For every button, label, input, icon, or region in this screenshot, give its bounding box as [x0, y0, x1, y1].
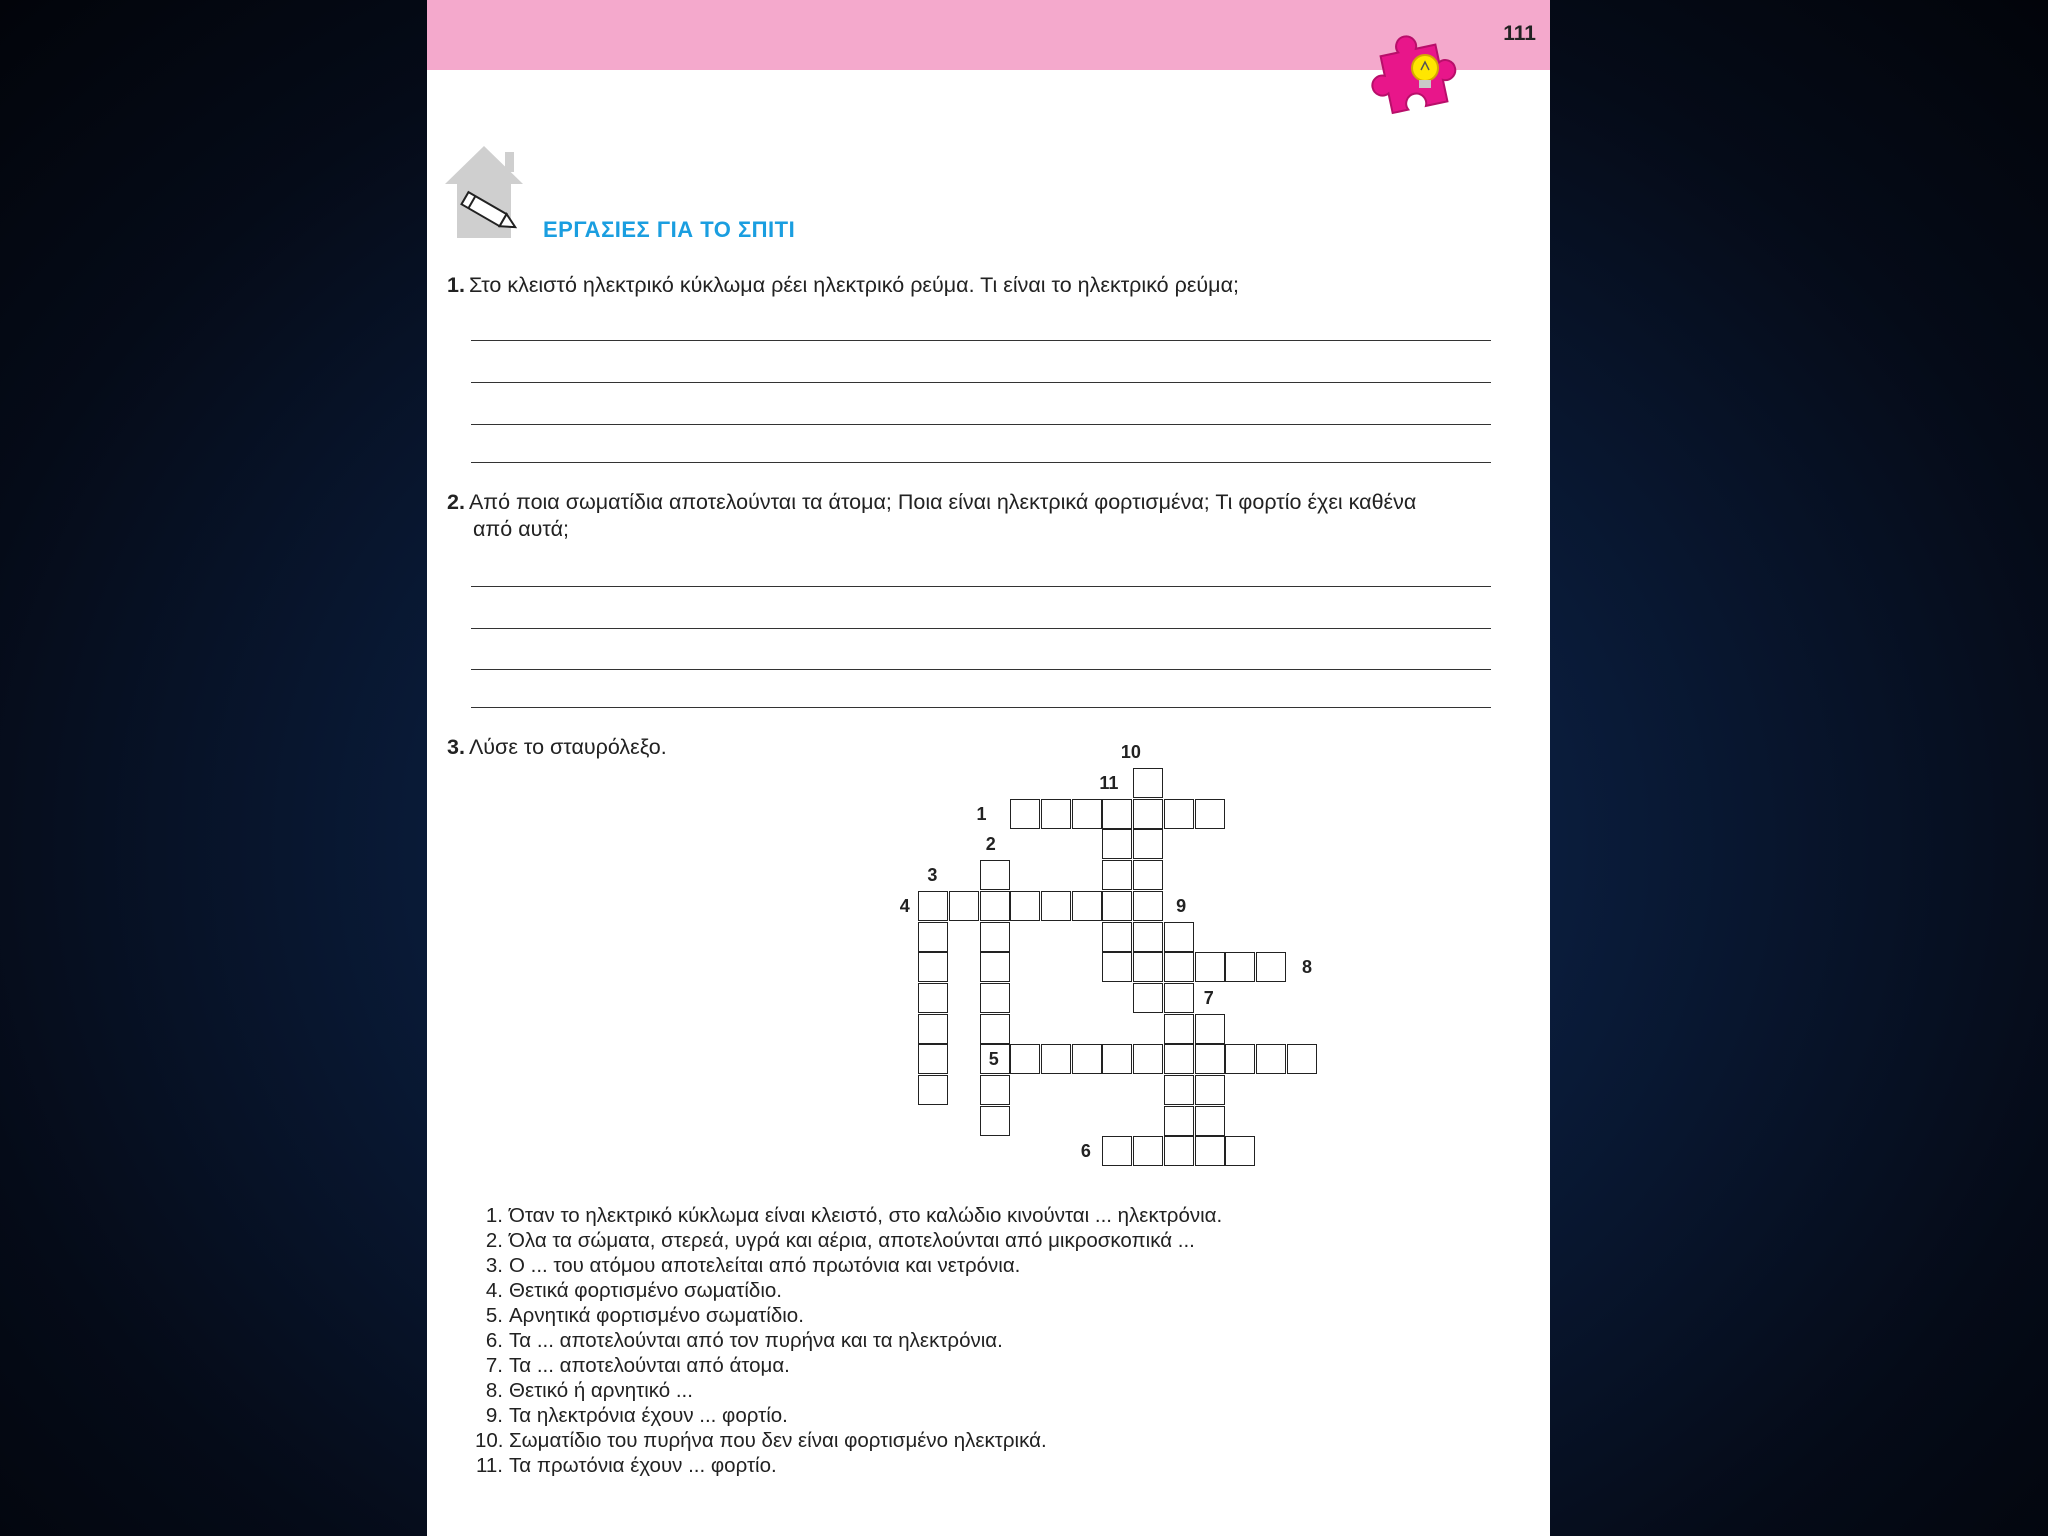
crossword-cell[interactable]: [1102, 1044, 1132, 1074]
crossword-number: 9: [1176, 895, 1187, 916]
question-text-continued: από αυτά;: [473, 517, 569, 541]
question-2: [447, 489, 1537, 543]
question-number: 2.: [447, 490, 465, 514]
question-3: [447, 734, 1537, 761]
answer-line[interactable]: [471, 586, 1491, 587]
crossword-cell[interactable]: [1041, 891, 1071, 921]
crossword-number: 4: [899, 895, 910, 916]
crossword-cell[interactable]: [1195, 799, 1225, 829]
clue-item: 1. Όταν το ηλεκτρικό κύκλωμα είναι κλειστό, στο καλώδιο κινούνται ... ηλεκτρόνια.: [485, 1204, 1223, 1227]
crossword-cell[interactable]: [949, 891, 979, 921]
crossword-cell[interactable]: [1195, 1075, 1225, 1105]
crossword-cell[interactable]: [1133, 799, 1163, 829]
crossword-cell[interactable]: [1225, 952, 1255, 982]
crossword-cell[interactable]: [1256, 1044, 1286, 1074]
clue-item: 11. Τα πρωτόνια έχουν ... φορτίο.: [476, 1454, 777, 1477]
crossword-cell[interactable]: [980, 891, 1010, 921]
crossword-cell[interactable]: [1164, 1075, 1194, 1105]
crossword-cell[interactable]: [918, 952, 948, 982]
question-number: 1.: [447, 273, 465, 297]
crossword-cell[interactable]: [1164, 1136, 1194, 1166]
clue-item: 10. Σωματίδιο του πυρήνα που δεν είναι φορτισμένο ηλεκτρικά.: [475, 1429, 1047, 1452]
crossword-cell[interactable]: [1195, 952, 1225, 982]
crossword-cell[interactable]: [1195, 1136, 1225, 1166]
crossword-cell[interactable]: [1102, 1136, 1132, 1166]
crossword-number: 1: [976, 803, 987, 824]
clue-item: 5. Αρνητικά φορτισμένο σωματίδιο.: [485, 1304, 804, 1327]
puzzle-lightbulb-icon: [1367, 18, 1477, 118]
crossword-cell[interactable]: [1164, 983, 1194, 1013]
crossword-number: 3: [927, 865, 938, 886]
crossword-number: 5: [988, 1049, 999, 1070]
clue-item: 4. Θετικά φορτισμένο σωματίδιο.: [485, 1279, 782, 1302]
crossword-cell[interactable]: [1133, 1044, 1163, 1074]
crossword-cell[interactable]: [1102, 860, 1132, 890]
answer-line[interactable]: [471, 340, 1491, 341]
crossword-cell[interactable]: [1225, 1136, 1255, 1166]
clue-item: 3. Ο ... του ατόμου αποτελείται από πρωτόνια και νετρόνια.: [485, 1254, 1021, 1277]
question-text: Από ποια σωματίδια αποτελούνται τα άτομα; Ποια είναι ηλεκτρικά φορτισμένα; Τι φορτίο έχει καθένα: [468, 490, 1417, 514]
crossword-cell[interactable]: [1256, 952, 1286, 982]
crossword-cell[interactable]: [1133, 952, 1163, 982]
crossword-cell[interactable]: [1164, 1044, 1194, 1074]
answer-line[interactable]: [471, 628, 1491, 629]
crossword-cell[interactable]: [1102, 922, 1132, 952]
crossword-cell[interactable]: [918, 983, 948, 1013]
question-1: [447, 272, 1537, 299]
crossword-cell[interactable]: [1102, 952, 1132, 982]
crossword-cell[interactable]: [1102, 829, 1132, 859]
crossword-cell[interactable]: [918, 1075, 948, 1105]
crossword-number: 2: [985, 834, 996, 855]
question-text: Στο κλειστό ηλεκτρικό κύκλωμα ρέει ηλεκτρικό ρεύμα. Τι είναι το ηλεκτρικό ρεύμα;: [468, 273, 1239, 297]
crossword-cell[interactable]: [1195, 1044, 1225, 1074]
crossword-cell[interactable]: [1287, 1044, 1317, 1074]
crossword-cell[interactable]: [1133, 891, 1163, 921]
crossword-cell[interactable]: [1072, 1044, 1102, 1074]
crossword-cell[interactable]: [1195, 1014, 1225, 1044]
crossword-cell[interactable]: [1010, 891, 1040, 921]
crossword-cell[interactable]: [1195, 1106, 1225, 1136]
crossword-cell[interactable]: [1164, 952, 1194, 982]
crossword-cell[interactable]: [918, 891, 948, 921]
crossword-cell[interactable]: [980, 1075, 1010, 1105]
crossword-cell[interactable]: [1133, 860, 1163, 890]
crossword-cell[interactable]: [1102, 799, 1132, 829]
crossword-cell[interactable]: [1102, 891, 1132, 921]
crossword-cell[interactable]: [980, 922, 1010, 952]
crossword-cell[interactable]: [1225, 1044, 1255, 1074]
crossword-cell[interactable]: [1164, 1014, 1194, 1044]
answer-line[interactable]: [471, 382, 1491, 383]
question-text: Λύσε το σταυρόλεξο.: [468, 735, 667, 759]
crossword-cell[interactable]: [980, 952, 1010, 982]
crossword-cell[interactable]: [918, 1014, 948, 1044]
crossword-number: 6: [1080, 1141, 1091, 1162]
crossword-cell[interactable]: [918, 922, 948, 952]
crossword-cell[interactable]: [1010, 799, 1040, 829]
crossword-cell[interactable]: [980, 860, 1010, 890]
crossword-cell[interactable]: [980, 1106, 1010, 1136]
crossword-cell[interactable]: [1133, 768, 1163, 798]
section-title: ΕΡΓΑΣΙΕΣ ΓΙΑ ΤΟ ΣΠΙΤΙ: [543, 217, 796, 242]
crossword-cell[interactable]: [1164, 922, 1194, 952]
textbook-page: [427, 0, 1550, 1536]
answer-line[interactable]: [471, 462, 1491, 463]
page-number: 111: [1503, 22, 1536, 45]
crossword-cell[interactable]: [1133, 829, 1163, 859]
answer-line[interactable]: [471, 669, 1491, 670]
crossword-number: 7: [1203, 987, 1214, 1008]
crossword-cell[interactable]: [1133, 983, 1163, 1013]
crossword-cell[interactable]: [1072, 891, 1102, 921]
clue-item: 7. Τα ... αποτελούνται από άτομα.: [485, 1354, 790, 1377]
crossword-cell[interactable]: [1164, 1106, 1194, 1136]
answer-line[interactable]: [471, 424, 1491, 425]
crossword-number: 10: [1120, 742, 1141, 763]
homework-house-icon: [439, 142, 539, 242]
crossword-cell[interactable]: [1041, 1044, 1071, 1074]
clue-item: 9. Τα ηλεκτρόνια έχουν ... φορτίο.: [485, 1404, 788, 1427]
clue-item: 2. Όλα τα σώματα, στερεά, υγρά και αέρια, αποτελούνται από μικροσκοπικά ...: [485, 1229, 1195, 1252]
crossword-cell[interactable]: [1072, 799, 1102, 829]
clue-list: [475, 1203, 1222, 1478]
crossword-cell[interactable]: [1041, 799, 1071, 829]
crossword-number: 11: [1099, 773, 1119, 793]
clue-item: 6. Τα ... αποτελούνται από τον πυρήνα και τα ηλεκτρόνια.: [485, 1329, 1003, 1352]
crossword-cell[interactable]: [980, 983, 1010, 1013]
crossword-cell[interactable]: [1164, 799, 1194, 829]
crossword-cell[interactable]: [1133, 922, 1163, 952]
answer-line[interactable]: [471, 707, 1491, 708]
crossword-number: 8: [1301, 957, 1312, 978]
crossword-cell[interactable]: [1010, 1044, 1040, 1074]
crossword-cell[interactable]: [980, 1014, 1010, 1044]
clue-item: 8. Θετικό ή αρνητικό ...: [485, 1379, 693, 1402]
crossword-cell[interactable]: [918, 1044, 948, 1074]
question-number: 3.: [447, 735, 465, 759]
crossword-cell[interactable]: [1133, 1136, 1163, 1166]
